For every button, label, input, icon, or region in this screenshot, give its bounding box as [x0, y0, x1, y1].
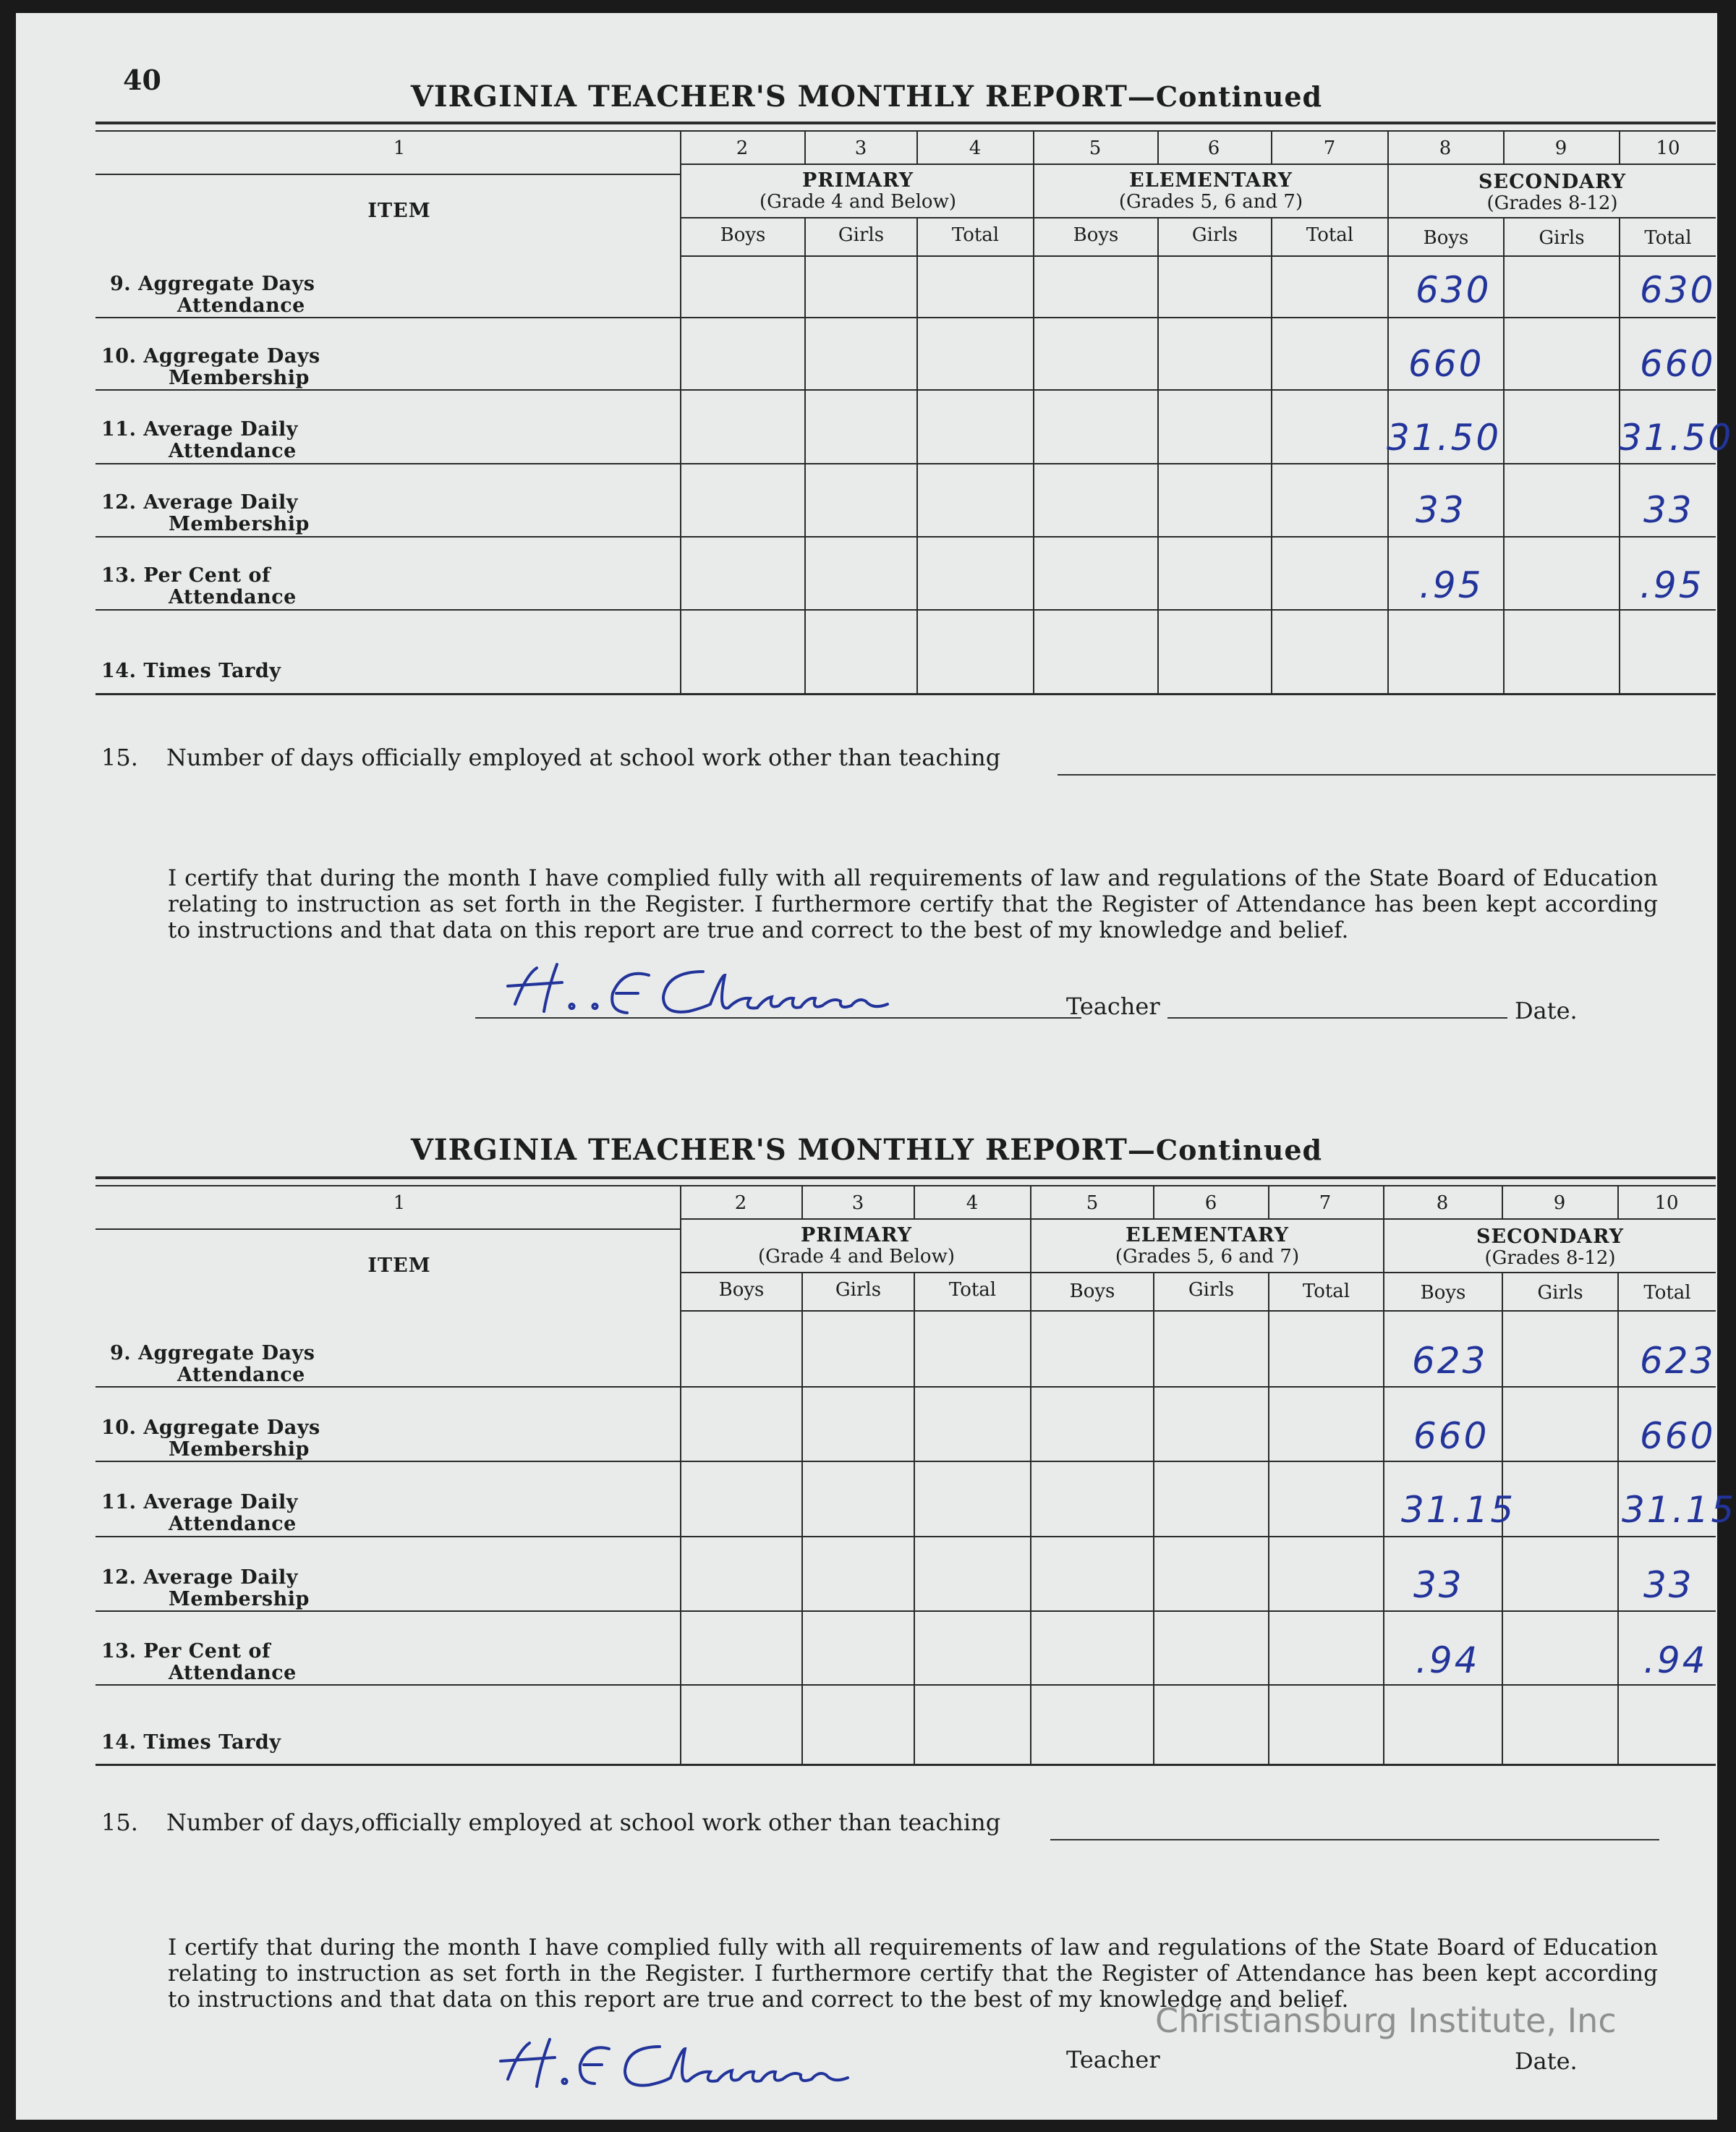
teacher-signature [493, 954, 978, 1033]
line-15-number: 15. [101, 744, 138, 771]
subheader-elementary-total: Total [1306, 224, 1354, 246]
subheader-elementary-girls: Girls [1188, 1279, 1235, 1301]
col-num-8: 8 [1439, 137, 1452, 159]
group-secondary: SECONDARY [1478, 171, 1626, 193]
col-num-9: 9 [1553, 1192, 1566, 1214]
col-num-4: 4 [966, 1192, 979, 1214]
report-title [16, 80, 1717, 114]
secondary-boys-value: 33 [1413, 1564, 1464, 1606]
secondary-total-value: 630 [1640, 269, 1716, 311]
secondary-boys-value: 33 [1416, 489, 1466, 531]
teacher-label: Teacher [1066, 993, 1160, 1020]
subheader-elementary-total: Total [1302, 1281, 1350, 1302]
line-15-text: Number of days officially employed at school work other than teaching [166, 744, 1001, 771]
line-15-field [1058, 774, 1716, 776]
subheader-secondary-girls: Girls [1539, 227, 1585, 249]
col-num-6: 6 [1207, 137, 1220, 159]
row-label-13: 13. Per Cent of Attendance [101, 564, 297, 608]
group-elementary: ELEMENTARY [1126, 1224, 1289, 1247]
subheader-primary-total: Total [951, 224, 1000, 246]
subheader-secondary-total: Total [1644, 227, 1692, 249]
item-header: ITEM [367, 200, 431, 222]
col-num-1: 1 [393, 137, 406, 159]
group-primary: PRIMARY [801, 169, 914, 192]
group-primary-range: (Grade 4 and Below) [760, 191, 956, 213]
col-num-5: 5 [1089, 137, 1102, 159]
secondary-boys-value: 630 [1416, 269, 1492, 311]
col-num-10: 10 [1656, 137, 1680, 159]
report-title-text: VIRGINIA TEACHER'S MONTHLY REPORT [410, 80, 1128, 114]
secondary-boys-value: 31.15 [1401, 1489, 1516, 1531]
col-num-10: 10 [1654, 1192, 1679, 1214]
row-label-11: 11. Average Daily Attendance [101, 1491, 298, 1535]
row-label-12: 12. Average Daily Membership [101, 1566, 310, 1610]
col-num-6: 6 [1204, 1192, 1217, 1214]
col-num-2: 2 [734, 1192, 747, 1214]
col-num-3: 3 [854, 137, 867, 159]
report-title-suffix: —Continued [1127, 1134, 1323, 1166]
line-15-number: 15. [101, 1809, 138, 1836]
secondary-total-value: 33 [1643, 489, 1694, 531]
secondary-boys-value: 660 [1413, 1415, 1489, 1457]
row-label-13: 13. Per Cent of Attendance [101, 1640, 297, 1684]
group-primary-range: (Grade 4 and Below) [758, 1246, 955, 1267]
group-elementary-range: (Grades 5, 6 and 7) [1118, 191, 1303, 213]
subheader-elementary-boys: Boys [1069, 1281, 1115, 1302]
subheader-secondary-total: Total [1643, 1282, 1691, 1304]
line-15-field [1050, 1839, 1659, 1840]
col-num-7: 7 [1319, 1192, 1332, 1214]
secondary-total-value: .94 [1643, 1639, 1708, 1681]
row-label-14: 14. Times Tardy [101, 660, 281, 682]
subheader-primary-boys: Boys [720, 224, 766, 246]
col-num-3: 3 [851, 1192, 864, 1214]
certification-text: I certify that during the month I have complied fully with all requirements of law and regulations of the State Board of Education relating to instruction as set forth in the Register. I furthermore certify that the Register of Attendance has been kept according to instructions and that data on this report are true and correct to the best of my knowledge and belief. [168, 865, 1658, 943]
teacher-signature-line [475, 1017, 1081, 1019]
line-15-text: Number of days,officially employed at school work other than teaching [166, 1809, 1001, 1836]
secondary-total-value: .95 [1640, 564, 1704, 606]
col-num-7: 7 [1323, 137, 1336, 159]
group-secondary-range: (Grades 8-12) [1486, 192, 1618, 214]
report-title-suffix: —Continued [1127, 80, 1323, 113]
date-label: Date. [1515, 2047, 1578, 2075]
col-num-9: 9 [1554, 137, 1567, 159]
secondary-total-value: 660 [1640, 1415, 1716, 1457]
row-label-11: 11. Average Daily Attendance [101, 418, 298, 462]
row-label-14: 14. Times Tardy [101, 1731, 281, 1754]
report-title [16, 1133, 1717, 1167]
secondary-boys-value: 660 [1408, 343, 1484, 385]
document-page [16, 13, 1736, 2120]
group-secondary-range: (Grades 8-12) [1484, 1247, 1616, 1269]
row-label-9: 9. Aggregate Days Attendance [110, 273, 315, 317]
secondary-total-value: 31.50 [1619, 417, 1734, 459]
watermark: Christiansburg Institute, Inc [1155, 2001, 1617, 2040]
col-num-2: 2 [736, 137, 749, 159]
secondary-boys-value: 623 [1412, 1340, 1488, 1382]
page-number: 40 [123, 64, 161, 96]
certification-text: I certify that during the month I have complied fully with all requirements of law and regulations of the State Board of Education relating to instruction as set forth in the Register. I furthermore certify that the Register of Attendance has been kept according to instructions and that data on this report are true and correct to the best of my knowledge and belief. [168, 1934, 1658, 2013]
col-num-1: 1 [393, 1192, 406, 1214]
subheader-elementary-girls: Girls [1191, 224, 1238, 246]
row-label-10: 10. Aggregate Days Membership [101, 1417, 320, 1461]
group-primary: PRIMARY [800, 1224, 913, 1247]
col-num-8: 8 [1436, 1192, 1449, 1214]
subheader-primary-girls: Girls [838, 224, 885, 246]
subheader-secondary-girls: Girls [1537, 1282, 1583, 1304]
row-label-10: 10. Aggregate Days Membership [101, 345, 320, 389]
report-title-text: VIRGINIA TEACHER'S MONTHLY REPORT [410, 1133, 1128, 1167]
teacher-signature [486, 2029, 920, 2101]
group-elementary: ELEMENTARY [1129, 169, 1293, 192]
secondary-boys-value: .95 [1419, 564, 1484, 606]
item-header: ITEM [367, 1254, 431, 1277]
col-num-5: 5 [1086, 1192, 1099, 1214]
subheader-primary-total: Total [948, 1279, 997, 1301]
secondary-boys-value: 31.50 [1387, 417, 1502, 459]
secondary-boys-value: .94 [1416, 1639, 1480, 1681]
secondary-total-value: 660 [1640, 343, 1716, 385]
secondary-total-value: 33 [1643, 1564, 1694, 1606]
col-num-4: 4 [969, 137, 982, 159]
teacher-label: Teacher [1066, 2046, 1160, 2073]
subheader-primary-boys: Boys [718, 1279, 765, 1301]
subheader-elementary-boys: Boys [1073, 224, 1119, 246]
subheader-secondary-boys: Boys [1423, 227, 1469, 249]
date-label: Date. [1515, 997, 1578, 1024]
secondary-total-value: 623 [1640, 1340, 1716, 1382]
row-label-9: 9. Aggregate Days Attendance [110, 1342, 315, 1386]
subheader-secondary-boys: Boys [1420, 1282, 1466, 1304]
group-secondary: SECONDARY [1476, 1226, 1624, 1248]
secondary-total-value: 31.15 [1622, 1489, 1736, 1531]
date-field-line [1167, 1017, 1507, 1019]
group-elementary-range: (Grades 5, 6 and 7) [1115, 1246, 1300, 1267]
row-label-12: 12. Average Daily Membership [101, 491, 310, 535]
subheader-primary-girls: Girls [835, 1279, 882, 1301]
